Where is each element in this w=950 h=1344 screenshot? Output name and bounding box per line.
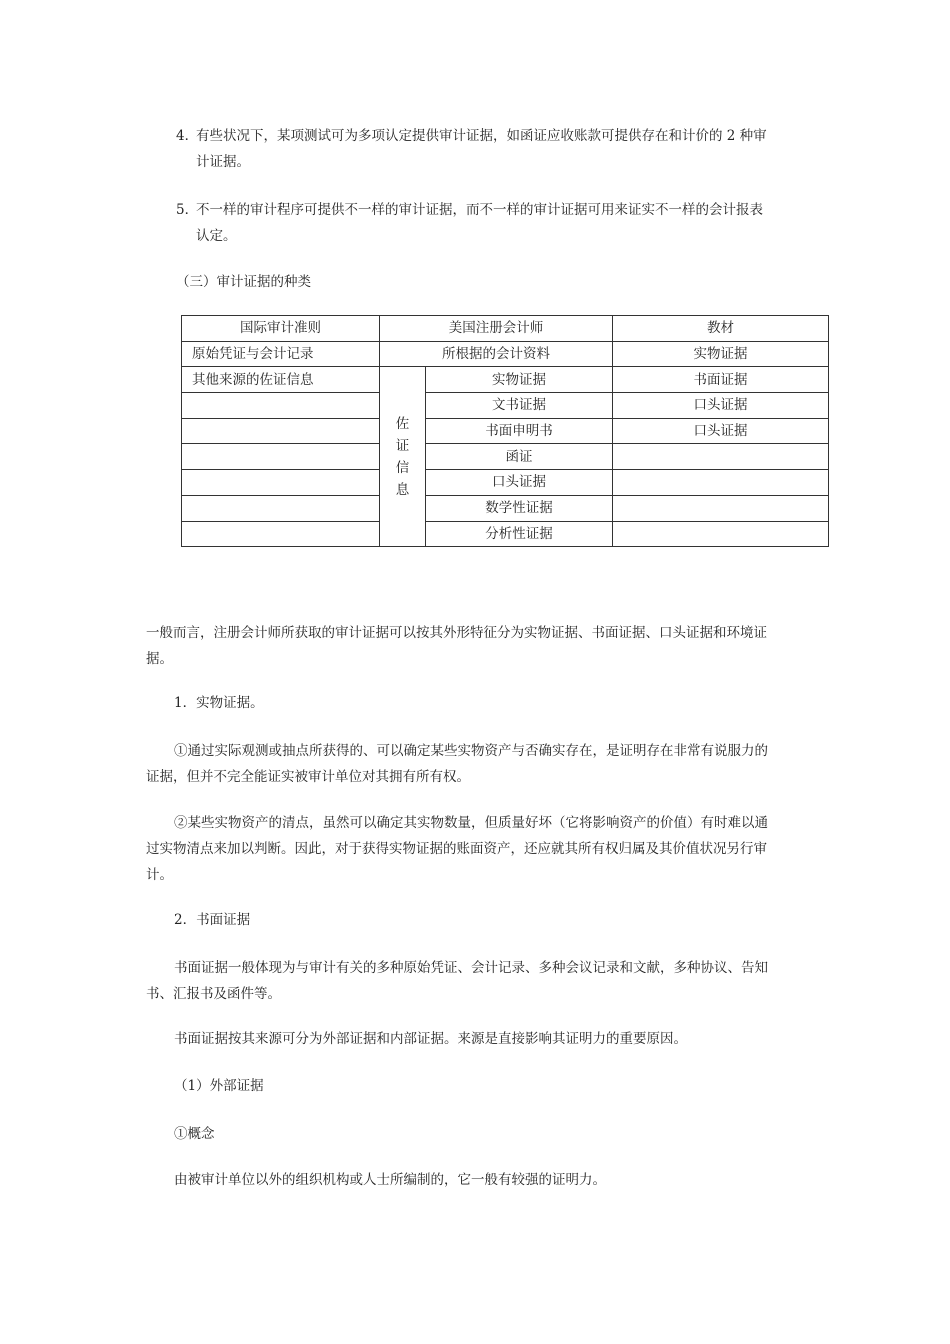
table-cell: 口头证据 xyxy=(613,418,829,444)
table-cell-empty xyxy=(182,418,380,444)
vertical-char: 信 xyxy=(395,459,410,476)
vertical-label-cell xyxy=(380,367,426,547)
paragraph-physical-1 xyxy=(146,738,818,790)
text-line: 证据，但并不完全能证实被审计单位对其拥有所有权。 xyxy=(146,769,470,785)
table-cell xyxy=(613,470,829,496)
table-row xyxy=(182,521,829,547)
text-line: 过实物清点来加以判断。因此，对于获得实物证据的账面资产，还应就其所有权归属及其价值状况另行审 xyxy=(146,841,767,857)
vertical-char: 佐 xyxy=(395,415,410,432)
table-cell: 函证 xyxy=(426,444,613,470)
table-cell: 实物证据 xyxy=(613,341,829,367)
vertical-char: 证 xyxy=(395,437,410,454)
heading-documentary-evidence: 2．书面证据 xyxy=(174,912,251,928)
table-row xyxy=(182,444,829,470)
table-header: 美国注册会计师 xyxy=(380,316,613,342)
paragraph-documentary-2: 书面证据按其来源可分为外部证据和内部证据。来源是直接影响其证明力的重要原因。 xyxy=(174,1031,687,1047)
table-header-row xyxy=(182,316,829,342)
text-line: 据。 xyxy=(146,651,173,667)
table-cell: 原始凭证与会计记录 xyxy=(182,341,380,367)
list-item-5 xyxy=(176,197,816,249)
list-text-line: 有些状况下，某项测试可为多项认定提供审计证据，如函证应收账款可提供存在和计价的 2 种审 xyxy=(196,128,767,144)
table-cell: 实物证据 xyxy=(426,367,613,393)
list-text-continuation: 计证据。 xyxy=(196,154,250,170)
heading-concept: ①概念 xyxy=(174,1126,215,1142)
table-row xyxy=(182,341,829,367)
intro-paragraph xyxy=(146,620,818,672)
text-line: ②某些实物资产的清点，虽然可以确定其实物数量，但质量好坏（它将影响资产的价值）有时难以通 xyxy=(174,815,768,831)
paragraph-external-definition: 由被审计单位以外的组织机构或人士所编制的，它一般有较强的证明力。 xyxy=(174,1172,606,1188)
table-cell: 数学性证据 xyxy=(426,495,613,521)
table-cell xyxy=(613,521,829,547)
paragraph-documentary-1 xyxy=(146,955,818,1007)
table-cell xyxy=(613,495,829,521)
table-row xyxy=(182,367,829,393)
text-line: 书、汇报书及函件等。 xyxy=(146,986,281,1002)
table-cell: 口头证据 xyxy=(613,393,829,419)
table-cell: 书面证据 xyxy=(613,367,829,393)
section-heading: （三）审计证据的种类 xyxy=(176,274,311,290)
table-row xyxy=(182,418,829,444)
table-cell: 口头证据 xyxy=(426,470,613,496)
list-number: 5． xyxy=(176,202,199,218)
heading-external-evidence: （1）外部证据 xyxy=(174,1078,264,1094)
vertical-char: 息 xyxy=(395,481,410,498)
paragraph-physical-2 xyxy=(146,810,818,888)
table-cell-empty xyxy=(182,444,380,470)
table-header: 国际审计准则 xyxy=(182,316,380,342)
text-line: 计。 xyxy=(146,867,173,883)
table-cell xyxy=(613,444,829,470)
text-line: ①通过实际观测或抽点所获得的、可以确定某些实物资产与否确实存在，是证明存在非常有说服力的 xyxy=(174,743,768,759)
table-row xyxy=(182,393,829,419)
table-cell: 所根据的会计资料 xyxy=(380,341,613,367)
evidence-types-table xyxy=(181,315,829,547)
list-number: 4． xyxy=(176,128,199,144)
table-header: 教材 xyxy=(613,316,829,342)
table-cell: 分析性证据 xyxy=(426,521,613,547)
list-text-line: 不一样的审计程序可提供不一样的审计证据，而不一样的审计证据可用来证实不一样的会计报表 xyxy=(196,202,763,218)
table-cell: 书面申明书 xyxy=(426,418,613,444)
heading-physical-evidence: 1．实物证据。 xyxy=(174,695,264,711)
table-row xyxy=(182,495,829,521)
table-cell-empty xyxy=(182,495,380,521)
table-cell-empty xyxy=(182,521,380,547)
list-text-continuation: 认定。 xyxy=(196,228,237,244)
text-line: 一般而言，注册会计师所获取的审计证据可以按其外形特征分为实物证据、书面证据、口头证据和环境证 xyxy=(146,625,767,641)
table-cell-empty xyxy=(182,470,380,496)
list-item-4 xyxy=(176,123,816,175)
table-cell: 其他来源的佐证信息 xyxy=(182,367,380,393)
table-cell: 文书证据 xyxy=(426,393,613,419)
table-row xyxy=(182,470,829,496)
text-line: 书面证据一般体现为与审计有关的多种原始凭证、会计记录、多种会议记录和文献，多种协议、告知 xyxy=(174,960,768,976)
table-cell-empty xyxy=(182,393,380,419)
